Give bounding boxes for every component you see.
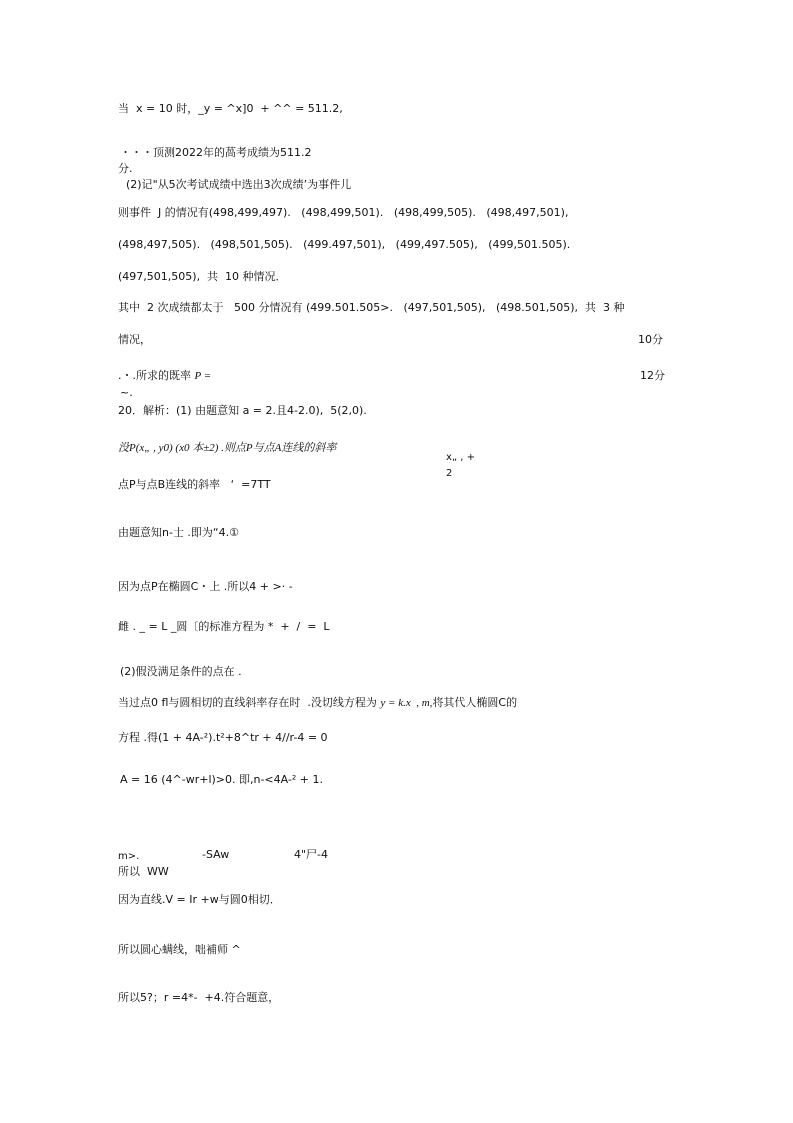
text-fragment: .・.所求的既率 [118,369,195,382]
math-fragment: P = [194,370,212,382]
text-line: 20．解析：(1) 由题意知 a = 2.且4-2.0), 5(2,0). [118,404,367,417]
text-fragment: m>. [118,851,140,862]
text-line: 则事件 J 的情况有(498,499,497). (498,499,501). (498,499,505). (498,497,501), [118,206,569,219]
text-fragment: 4"尸-4 [294,848,329,861]
text-line: 没P(x„ , y0) (x0 本±2) .则点P与点A连线的斜率 [118,442,337,454]
text-line: 方程 .得(1 + 4A-²).t²+8^tr + 4//r-4 = 0 [118,731,328,744]
text-fragment: 将其代人椭圆C的 [432,696,518,709]
text-line: 雌 . _ = L _圆〔的标准方程为 * + / = L [118,620,330,633]
score-marker: 12分 [640,369,665,382]
text-line: 分. [118,162,133,175]
text-line: 所以 WW [118,865,169,878]
text-line: 所以圆心螨线，咄補师 ^ [118,943,241,956]
text-line: A = 16 (4^-wr+l)>0. 即,n-<4A-² + 1. [120,773,324,786]
fraction-denominator: 2 [446,468,453,479]
text-line [118,369,211,383]
text-line: ~. [120,386,133,399]
text-line: 由题意知n-士 .即为“4.① [118,526,239,539]
text-line: 其中 2 次成绩都太于 500 分情况有 (499.501.505>. (497,501,505), (498.501,505), 共 3 种 [118,301,625,314]
score-marker: 10分 [638,333,663,346]
fraction-numerator: x„ , + [446,452,476,463]
text-line: ・・・顶测2022年的萵考成绩为511.2 [120,146,312,159]
text-fragment: -SAw [202,848,230,861]
text-line: 情况， [118,333,151,346]
text-line: (497,501,505), 共 10 种情况． [118,270,287,283]
text-line [118,696,517,710]
text-line: (498,497,505). (498,501,505). (499.497,501), (499,497.505), (499,501.505). [118,238,571,251]
math-fragment: y = k.x , m, [380,697,433,709]
text-line: 因为点P在椭圆C・上 .所以4 + >· - [118,580,293,593]
text-line: (2)记"从5次考试成绩中选出3次成绩’为事件儿 [126,178,352,191]
text-line: 所以5?；r =4*- +4.符合题意， [118,991,280,1004]
text-line: 因为直线.V = Ir +w与圆0相切． [118,893,281,906]
text-fragment: 当过点0 fl与圆相切的直线斜率存在时 .没切线方程为 [118,696,381,709]
text-line: 当 x = 10 时，_y = ^x]0 + ^^ = 511.2, [118,102,343,115]
text-line: (2)假没满足条件的点在 . [120,665,242,678]
text-line: 点P与点B连线的斜率 ‘ =7TT [118,478,271,491]
